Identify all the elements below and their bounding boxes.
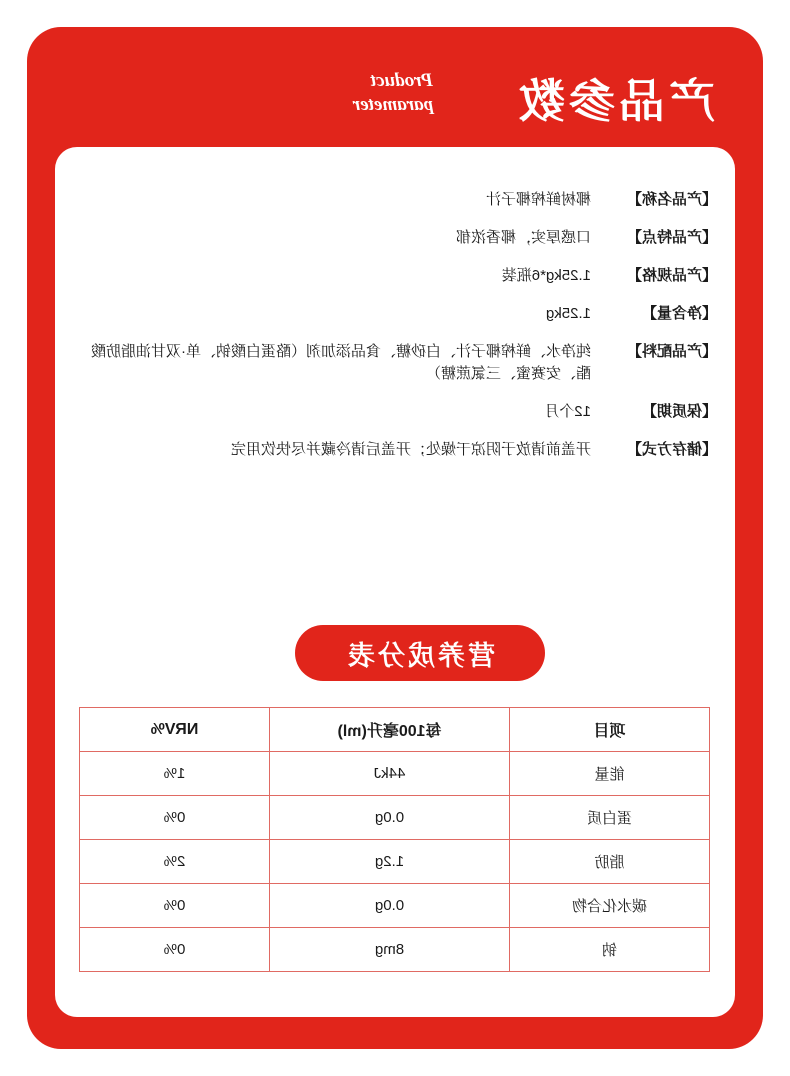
parameter-row bbox=[73, 189, 717, 211]
cell-nrv: 0% bbox=[80, 796, 270, 840]
parameter-label: 【保质期】 bbox=[641, 403, 717, 420]
content-panel bbox=[55, 147, 735, 1017]
parameter-value: 1.25kg bbox=[545, 305, 591, 322]
cell-item: 蛋白质 bbox=[510, 796, 710, 840]
cell-nrv: 0% bbox=[80, 884, 270, 928]
table-row bbox=[80, 840, 710, 884]
column-header-item: 项目 bbox=[510, 708, 710, 752]
cell-item: 能量 bbox=[510, 752, 710, 796]
parameter-value: 椰树鲜榨椰子汁 bbox=[485, 191, 591, 208]
page-subtitle bbox=[253, 69, 433, 117]
table-row bbox=[80, 884, 710, 928]
column-header-nrv: NRV% bbox=[80, 708, 270, 752]
parameter-label: 【产品规格】 bbox=[626, 267, 717, 284]
cell-value: 0.0g bbox=[270, 884, 510, 928]
cell-value: 0.0g bbox=[270, 796, 510, 840]
page-subtitle-line1: Product bbox=[370, 70, 433, 91]
parameter-row bbox=[73, 401, 717, 423]
cell-value: 8mg bbox=[270, 928, 510, 972]
nutrition-table bbox=[79, 707, 710, 972]
parameter-row bbox=[73, 439, 717, 461]
parameter-label: 【净含量】 bbox=[641, 305, 717, 322]
parameter-row bbox=[73, 303, 717, 325]
table-row bbox=[80, 928, 710, 972]
parameter-value: 开盖前请放于阴凉干燥处；开盖后请冷藏并尽快饮用完 bbox=[230, 441, 591, 458]
parameter-value: 纯净水、鲜榨椰子汁、白砂糖、食品添加剂（酪蛋白酸钠、单·双甘油脂肪酸酯、安赛蜜、三氯蔗糖） bbox=[91, 343, 591, 382]
table-header-row bbox=[80, 708, 710, 752]
product-parameter-card bbox=[27, 27, 763, 1049]
parameter-row bbox=[73, 265, 717, 287]
parameter-value: 1.25kg*6瓶装 bbox=[501, 267, 591, 284]
parameter-label: 【产品特点】 bbox=[626, 229, 717, 246]
parameter-label: 【产品名称】 bbox=[626, 191, 717, 208]
cell-nrv: 1% bbox=[80, 752, 270, 796]
parameter-row bbox=[73, 227, 717, 249]
cell-value: 44kJ bbox=[270, 752, 510, 796]
parameter-label: 【产品配料】 bbox=[626, 343, 717, 360]
parameter-value: 12个月 bbox=[544, 403, 591, 420]
parameter-row bbox=[73, 341, 717, 385]
parameter-list bbox=[73, 189, 717, 477]
page-subtitle-line2: parameter bbox=[352, 94, 433, 115]
cell-nrv: 0% bbox=[80, 928, 270, 972]
parameter-value: 口感厚实，椰香浓郁 bbox=[455, 229, 591, 246]
column-header-per100: 每100毫升(ml) bbox=[270, 708, 510, 752]
cell-nrv: 2% bbox=[80, 840, 270, 884]
page-title: 产品参数 bbox=[515, 75, 715, 127]
nutrition-section-heading: 营养成分表 bbox=[295, 625, 545, 681]
cell-item: 脂肪 bbox=[510, 840, 710, 884]
cell-value: 1.2g bbox=[270, 840, 510, 884]
parameter-label: 【储存方式】 bbox=[626, 441, 717, 458]
cell-item: 碳水化合物 bbox=[510, 884, 710, 928]
table-row bbox=[80, 796, 710, 840]
table-row bbox=[80, 752, 710, 796]
card-header bbox=[27, 27, 763, 167]
cell-item: 钠 bbox=[510, 928, 710, 972]
